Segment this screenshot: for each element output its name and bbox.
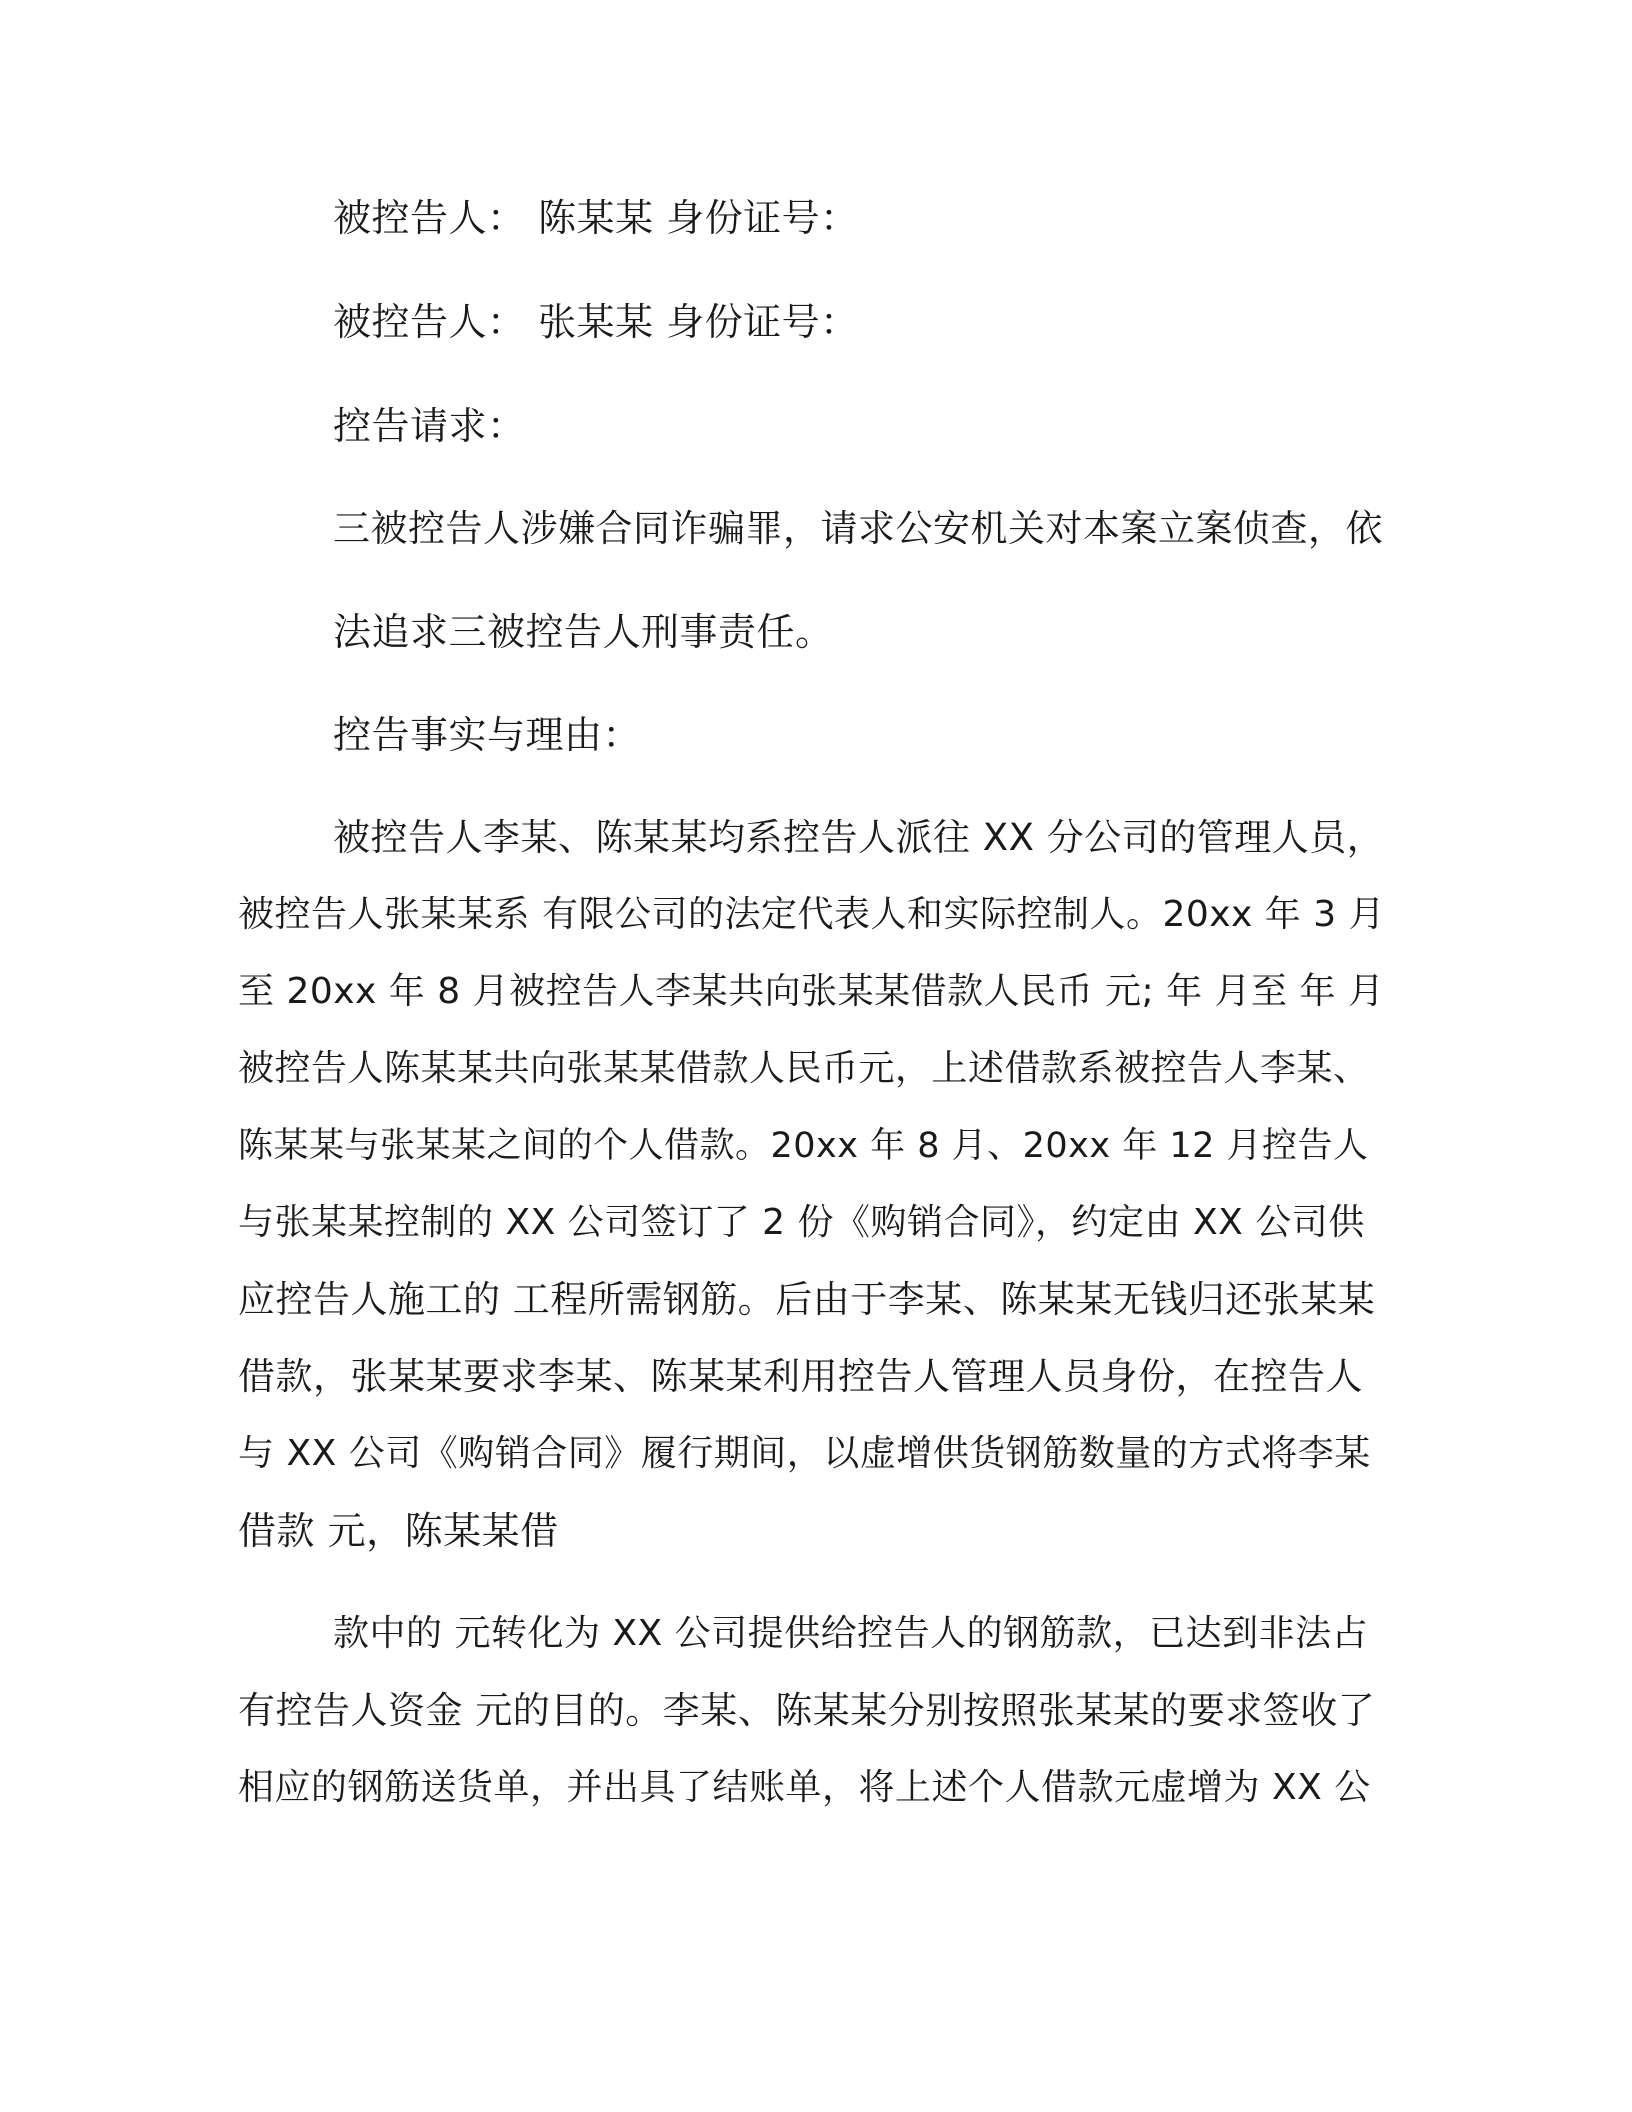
request-text-line-1: 三被控告人涉嫌合同诈骗罪，请求公安机关对本案立案侦查，依 (333, 507, 1383, 550)
facts-paragraph-line-9: 与 XX 公司《购销合同》履行期间，以虚增供货钢筋数量的方式将李某 (238, 1433, 1371, 1474)
request-text-line-2: 法追求三被控告人刑事责任。 (333, 610, 834, 654)
facts-paragraph-line-2: 被控告人张某某系 有限公司的法定代表人和实际控制人。20xx 年 3 月 (238, 894, 1386, 935)
facts-paragraph-line-7: 应控告人施工的 工程所需钢筋。后由于李某、陈某某无钱归还张某某 (238, 1278, 1376, 1321)
defendant-zhang-line: 被控告人： 张某某 身份证号： (333, 300, 859, 344)
facts-paragraph-2-line-3: 相应的钢筋送货单，并出具了结账单，将上述个人借款元虚增为 XX 公 (238, 1767, 1371, 1808)
section-heading-request: 控告请求： (333, 404, 526, 448)
facts-paragraph-line-5: 陈某某与张某某之间的个人借款。20xx 年 8 月、20xx 年 12 月控告人 (238, 1126, 1369, 1166)
facts-paragraph-line-1: 被控告人李某、陈某某均系控告人派往 XX 分公司的管理人员， (333, 816, 1385, 859)
facts-paragraph-line-4: 被控告人陈某某共向张某某借款人民币元，上述借款系被控告人李某、 (238, 1048, 1370, 1089)
facts-paragraph-line-8: 借款，张某某要求李某、陈某某利用控告人管理人员身份，在控告人 (238, 1355, 1363, 1398)
facts-paragraph-2-line-2: 有控告人资金 元的目的。李某、陈某某分别按照张某某的要求签收了 (238, 1689, 1376, 1732)
facts-paragraph-line-6: 与张某某控制的 XX 公司签订了 2 份《购销合同》，约定由 XX 公司供 (238, 1202, 1365, 1243)
facts-paragraph-line-10: 借款 元，陈某某借 (238, 1509, 559, 1553)
facts-paragraph-line-3: 至 20xx 年 8 月被控告人李某共向张某某借款人民币 元; 年 月至 年 月 (238, 971, 1385, 1012)
defendant-chen-line: 被控告人： 陈某某 身份证号： (333, 196, 859, 240)
facts-paragraph-2-line-1: 款中的 元转化为 XX 公司提供给控告人的钢筋款，已达到非法占 (333, 1613, 1369, 1654)
section-heading-facts: 控告事实与理由： (333, 713, 642, 757)
